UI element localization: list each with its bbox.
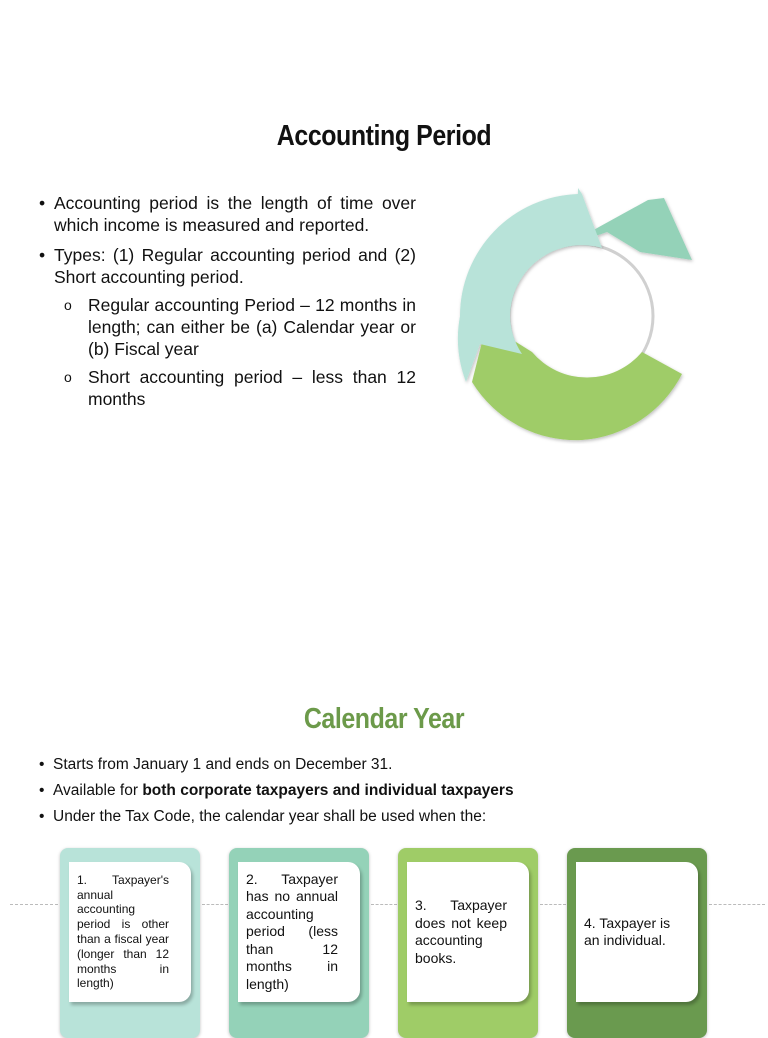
bullet-text: Starts from January 1 and ends on December 31. <box>53 756 393 773</box>
condition-card-1 <box>60 848 200 1038</box>
sub-bullet-marker: o <box>64 369 72 385</box>
dashed-connector <box>709 904 765 905</box>
list-item <box>36 192 416 236</box>
bullet-marker: • <box>39 245 46 265</box>
slide-title-calendar-year: Calendar Year <box>303 703 465 735</box>
bullet-text: Under the Tax Code, the calendar year shall be used when the: <box>53 808 487 825</box>
sub-bullet-marker: o <box>64 297 72 313</box>
condition-card-2 <box>229 848 369 1038</box>
bullet-text-prefix: Available for <box>53 782 143 799</box>
list-item <box>36 778 736 804</box>
sub-bullet-text: Short accounting period – less than 12 months <box>88 367 416 409</box>
condition-card-text: 4. Taxpayer is an individual. <box>584 914 671 948</box>
condition-card-text: 1. Taxpayer's annual accounting period is other than a fiscal year (longer than 12 months in length) <box>77 872 169 991</box>
condition-card-text: 3. Taxpayer does not keep accounting books. <box>415 897 507 966</box>
condition-card-body <box>407 862 529 1002</box>
condition-card-3 <box>398 848 538 1038</box>
sub-list-item <box>54 294 416 360</box>
list-item <box>36 752 736 778</box>
condition-card-text: 2. Taxpayer has no annual accounting period (less than 12 months in length) <box>246 870 338 992</box>
cycle-arrows-graphic <box>452 182 712 444</box>
dashed-connector <box>10 904 58 905</box>
bullet-text: Accounting period is the length of time over which income is measured and reported. <box>54 193 416 235</box>
cycle-arrow-light <box>579 198 692 260</box>
slide-title: Accounting Period <box>276 120 492 152</box>
bullet-marker: • <box>39 808 45 825</box>
condition-card-body <box>238 862 360 1002</box>
bullet-text-bold: both corporate taxpayers and individual taxpayers <box>142 782 514 799</box>
list-item <box>36 804 736 830</box>
sub-bullet-text: Regular accounting Period – 12 months in length; can either be (a) Calendar year or (b) Fiscal year <box>88 295 416 359</box>
bullet-marker: • <box>39 756 45 773</box>
dashed-connector <box>371 904 397 905</box>
dashed-connector <box>540 904 566 905</box>
bullet-marker: • <box>39 193 46 213</box>
bullet-text: Types: (1) Regular accounting period and (2) Short accounting period. <box>54 245 416 287</box>
calendar-bullet-list <box>36 752 736 830</box>
condition-card-body <box>576 862 698 1002</box>
bullet-list <box>36 192 416 418</box>
list-item <box>36 244 416 410</box>
sub-bullet-list <box>54 294 416 410</box>
condition-card-4 <box>567 848 707 1038</box>
sub-list-item <box>54 366 416 410</box>
dashed-connector <box>202 904 228 905</box>
bullet-marker: • <box>39 782 45 799</box>
condition-card-body <box>69 862 191 1002</box>
